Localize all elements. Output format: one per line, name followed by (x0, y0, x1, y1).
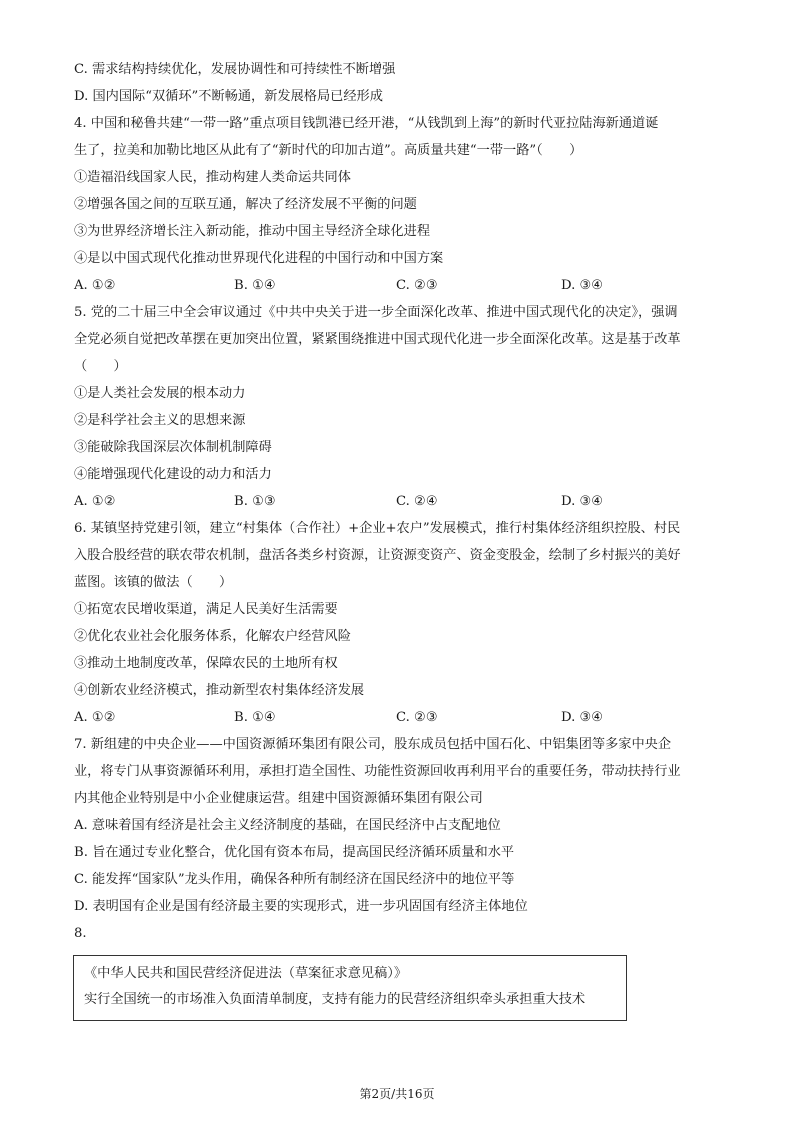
question-5-line-1: 5. 党的二十届三中全会审议通过《中共中央关于进一步全面深化改革、推进中国式现代化的决定》，强调 (74, 305, 678, 320)
question-5-line-2: 全党必须自觉把改革摆在更加突出位置，紧紧围绕推进中国式现代化进一步全面深化改革。这是基于改革 (74, 332, 681, 347)
q4-option-c: C. ②③ (396, 278, 438, 293)
q5-statement-1: ①是人类社会发展的根本动力 (74, 386, 246, 401)
q5-option-c: C. ②④ (396, 494, 438, 509)
q5-option-b: B. ①③ (234, 494, 276, 509)
q6-option-b: B. ①④ (234, 710, 276, 725)
q4-option-b: B. ①④ (234, 278, 276, 293)
q6-statement-3: ③推动土地制度改革，保障农民的土地所有权 (74, 656, 338, 671)
q5-option-a: A. ①② (74, 494, 116, 509)
q4-option-d: D. ③④ (561, 278, 604, 293)
q4-statement-1: ①造福沿线国家人民，推动构建人类命运共同体 (74, 170, 351, 185)
question-7-line-1: 7. 新组建的中央企业——中国资源循环集团有限公司，股东成员包括中国石化、中铝集团等多家中央企 (74, 737, 672, 752)
q6-option-c: C. ②③ (396, 710, 438, 725)
q5-option-d: D. ③④ (561, 494, 604, 509)
page-footer: 第2页/共16页 (359, 1087, 435, 1101)
q6-statement-1: ①拓宽农民增收渠道，满足人民美好生活需要 (74, 602, 338, 617)
question-7-line-3: 内其他企业特别是中小企业健康运营。组建中国资源循环集团有限公司 (74, 791, 483, 806)
q7-option-a: A. 意味着国有经济是社会主义经济制度的基础，在国民经济中占支配地位 (74, 818, 501, 833)
question-7-line-2: 业，将专门从事资源循环利用，承担打造全国性、功能性资源回收再利用平台的重要任务，带动扶持行业 (74, 764, 681, 779)
q7-option-b: B. 旨在通过专业化整合，优化国有资本布局，提高国民经济循环质量和水平 (74, 845, 515, 860)
q5-statement-3: ③能破除我国深层次体制机制障碍 (74, 440, 272, 455)
q6-option-d: D. ③④ (561, 710, 604, 725)
q5-statement-4: ④能增强现代化建设的动力和活力 (74, 467, 272, 482)
q4-statement-4: ④是以中国式现代化推动世界现代化进程的中国行动和中国方案 (74, 251, 444, 266)
option-d-q3: D. 国内国际“双循环”不断畅通，新发展格局已经形成 (74, 89, 383, 104)
question-6-line-3: 蓝图。该镇的做法（ ） (74, 575, 233, 590)
q8-material-box (73, 955, 627, 1021)
q7-option-c: C. 能发挥“国家队”龙头作用，确保各种所有制经济在国民经济中的地位平等 (74, 872, 515, 887)
q6-option-a: A. ①② (74, 710, 116, 725)
q6-statement-4: ④创新农业经济模式，推动新型农村集体经济发展 (74, 683, 365, 698)
q6-statement-2: ②优化农业社会化服务体系，化解农户经营风险 (74, 629, 351, 644)
option-c-q3: C. 需求结构持续优化，发展协调性和可持续性不断增强 (74, 62, 396, 77)
q4-statement-3: ③为世界经济增长注入新动能，推动中国主导经济全球化进程 (74, 224, 431, 239)
q8-material-text: 实行全国统一的市场准入负面清单制度，支持有能力的民营经济组织牵头承担重大技术 (84, 992, 586, 1007)
q4-option-a: A. ①② (74, 278, 116, 293)
q8-material-title: 《中华人民共和国民营经济促进法（草案征求意见稿）》 (84, 966, 408, 981)
q4-statement-2: ②增强各国之间的互联互通，解决了经济发展不平衡的问题 (74, 197, 417, 212)
question-8-number: 8. (74, 926, 87, 941)
question-6-line-1: 6. 某镇坚持党建引领，建立“村集体（合作社）+企业+农户”发展模式，推行村集体经济组织控股、村民 (74, 521, 681, 536)
q5-statement-2: ②是科学社会主义的思想来源 (74, 413, 246, 428)
question-4-line-2: 生了，拉美和加勒比地区从此有了“新时代的印加古道”。高质量共建“一带一路”（ ） (74, 143, 583, 158)
question-5-line-3: （ ） (74, 359, 127, 374)
q7-option-d: D. 表明国有企业是国有经济最主要的实现形式，进一步巩固国有经济主体地位 (74, 899, 528, 914)
question-6-line-2: 入股合股经营的联农带农机制，盘活各类乡村资源，让资源变资产、资金变股金，绘制了乡村振兴的美好 (74, 548, 681, 563)
question-4-line-1: 4. 中国和秘鲁共建“一带一路”重点项目钱凯港已经开港，“从钱凯到上海”的新时代亚拉陆海新通道诞 (74, 116, 659, 131)
